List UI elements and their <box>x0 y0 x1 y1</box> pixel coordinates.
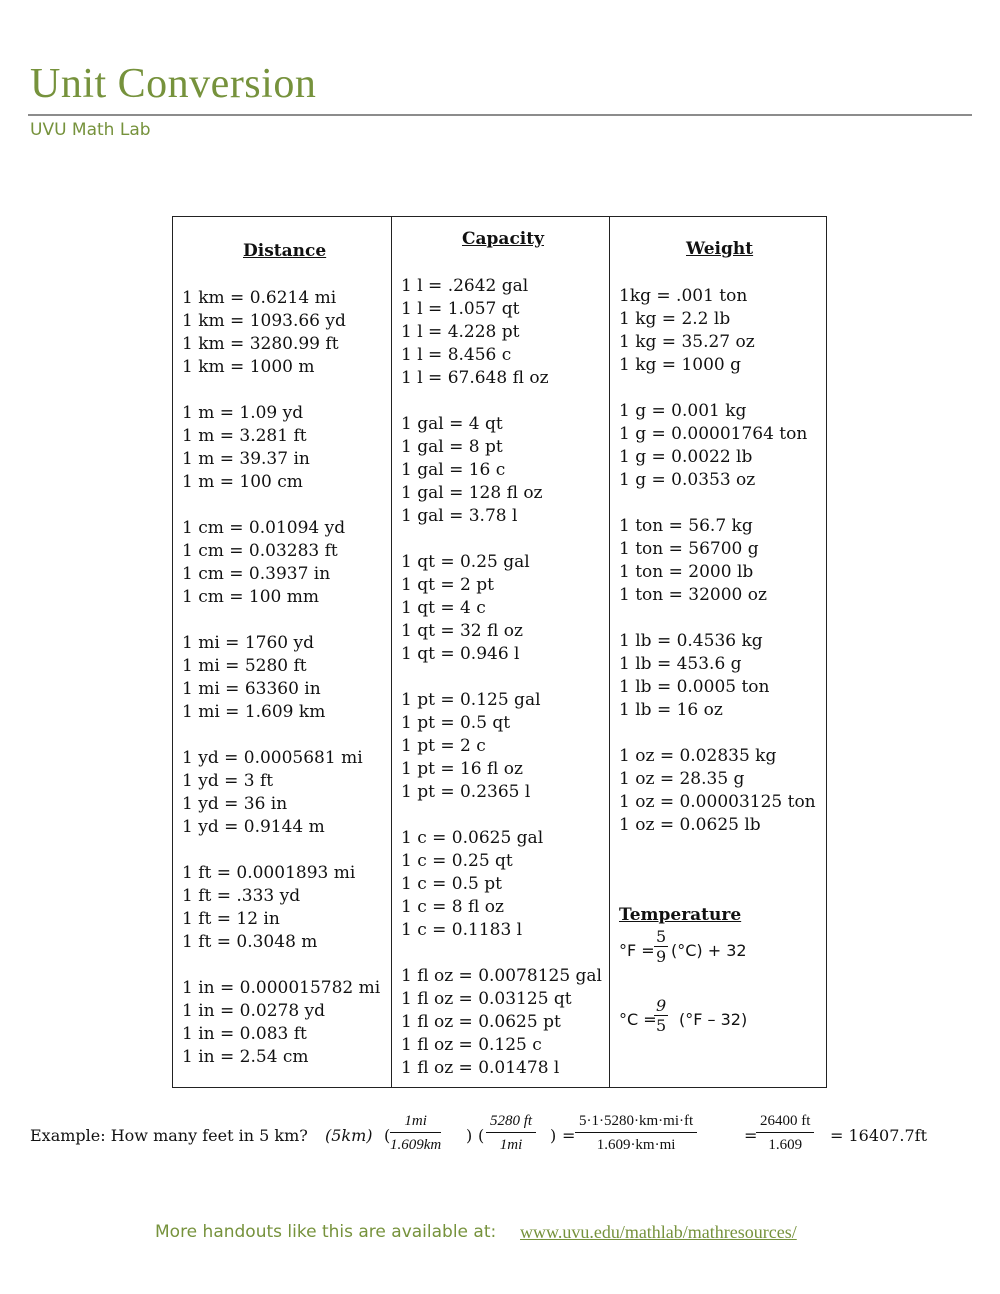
weight-heading: Weight <box>686 239 754 259</box>
list-item: 1 m = 39.37 in <box>182 449 310 469</box>
formula-rhs: (°C) + 32 <box>671 941 747 960</box>
list-item: 1 in = 0.0278 yd <box>182 1001 326 1021</box>
list-item: 1 cm = 0.03283 ft <box>182 541 338 561</box>
fraction-combined: $\frac{5\cdot 1\cdot 5280\cdot km\cdot mi\cdot ft}{1.609\cdot km\cdot mi}$ <box>575 1110 697 1155</box>
list-item: 1 cm = 100 mm <box>182 587 320 607</box>
list-item: 1 fl oz = 0.0078125 gal <box>401 966 602 986</box>
equals-sign: = <box>562 1126 576 1145</box>
list-item: 1 mi = 5280 ft <box>182 656 307 676</box>
list-item: 1 fl oz = 0.0625 pt <box>401 1012 561 1032</box>
list-item: 1 fl oz = 0.03125 qt <box>401 989 572 1009</box>
list-item: 1 yd = 36 in <box>182 794 288 814</box>
list-item: 1 lb = 0.4536 kg <box>619 631 763 651</box>
list-item: 1 ft = 0.0001893 mi <box>182 863 356 883</box>
capacity-list <box>401 275 602 1080</box>
list-item: 1 pt = 0.2365 l <box>401 782 531 802</box>
list-item: 1 km = 1093.66 yd <box>182 311 346 331</box>
conversion-table <box>172 216 827 1088</box>
list-item: 1 oz = 0.02835 kg <box>619 746 777 766</box>
open-paren: ( <box>478 1126 485 1145</box>
weight-list <box>619 285 816 837</box>
weight-column <box>609 217 826 1087</box>
list-item: 1 c = 0.0625 gal <box>401 828 544 848</box>
list-item: 1 fl oz = 0.01478 l <box>401 1058 560 1078</box>
capacity-heading: Capacity <box>462 229 544 249</box>
distance-list <box>182 287 380 1069</box>
formula-lhs: °F = <box>619 941 655 960</box>
list-item: 1 ft = 12 in <box>182 909 280 929</box>
list-item: 1 pt = 2 c <box>401 736 486 756</box>
fahrenheit-fraction: $\frac{5}{9}$ <box>656 927 667 966</box>
list-item: 1 gal = 128 fl oz <box>401 483 543 503</box>
equals-sign: = <box>744 1126 758 1145</box>
list-item: 1 c = 0.5 pt <box>401 874 502 894</box>
list-item: 1 l = 1.057 qt <box>401 299 520 319</box>
list-item: 1 oz = 0.00003125 ton <box>619 792 816 812</box>
temperature-heading: Temperature <box>619 905 742 925</box>
list-item: 1 in = 0.083 ft <box>182 1024 307 1044</box>
list-item: 1 pt = 0.5 qt <box>401 713 511 733</box>
list-item: 1 l = .2642 gal <box>401 276 529 296</box>
list-item: 1 qt = 0.25 gal <box>401 552 530 572</box>
example-start: (5km) <box>325 1126 373 1145</box>
example-prefix: Example: How many feet in 5 km? <box>30 1126 308 1145</box>
list-item: 1 in = 0.000015782 mi <box>182 978 381 998</box>
list-item: 1 fl oz = 0.125 c <box>401 1035 542 1055</box>
distance-column <box>173 217 391 1087</box>
distance-heading: Distance <box>243 241 327 261</box>
list-item: 1 g = 0.00001764 ton <box>619 424 808 444</box>
list-item: 1 pt = 0.125 gal <box>401 690 541 710</box>
list-item: 1 kg = 35.27 oz <box>619 332 755 352</box>
close-paren: ) <box>550 1126 557 1145</box>
list-item: 1 qt = 32 fl oz <box>401 621 523 641</box>
list-item: 1 m = 1.09 yd <box>182 403 304 423</box>
list-item: 1 cm = 0.01094 yd <box>182 518 346 538</box>
list-item: 1 ton = 56700 g <box>619 539 759 559</box>
mathresources-link[interactable]: www.uvu.edu/mathlab/mathresources/ <box>520 1222 797 1242</box>
list-item: 1 gal = 8 pt <box>401 437 503 457</box>
list-item: 1 ton = 56.7 kg <box>619 516 753 536</box>
open-paren: ( <box>384 1126 391 1145</box>
formula-lhs: °C = <box>619 1010 657 1029</box>
fraction-feet-per-mile: $\frac{5280 ft}{1mi}$ <box>486 1110 536 1155</box>
footer-text: More handouts like this are available at: <box>155 1222 497 1242</box>
list-item: 1 mi = 1760 yd <box>182 633 314 653</box>
list-item: 1 l = 4.228 pt <box>401 322 520 342</box>
close-paren: ) <box>466 1126 473 1145</box>
list-item: 1 m = 100 cm <box>182 472 303 492</box>
list-item: 1 g = 0.0353 oz <box>619 470 756 490</box>
list-item: 1 oz = 28.35 g <box>619 769 745 789</box>
list-item: 1 m = 3.281 ft <box>182 426 307 446</box>
list-item: 1 yd = 0.9144 m <box>182 817 325 837</box>
list-item: 1 mi = 63360 in <box>182 679 321 699</box>
list-item: 1 yd = 3 ft <box>182 771 274 791</box>
formula-rhs: (°F – 32) <box>679 1010 748 1029</box>
list-item: 1 l = 67.648 fl oz <box>401 368 549 388</box>
list-item: 1 kg = 1000 g <box>619 355 742 375</box>
title-divider <box>28 114 972 116</box>
list-item: 1 c = 0.1183 l <box>401 920 523 940</box>
list-item: 1 ton = 32000 oz <box>619 585 767 605</box>
celsius-formula <box>619 1010 657 1029</box>
list-item: 1 c = 8 fl oz <box>401 897 504 917</box>
list-item: 1 oz = 0.0625 lb <box>619 815 761 835</box>
list-item: 1 mi = 1.609 km <box>182 702 326 722</box>
list-item: 1 km = 0.6214 mi <box>182 288 337 308</box>
list-item: 1 km = 1000 m <box>182 357 315 377</box>
list-item: 1 gal = 4 qt <box>401 414 503 434</box>
list-item: 1 c = 0.25 qt <box>401 851 513 871</box>
list-item: 1 ft = 0.3048 m <box>182 932 318 952</box>
list-item: 1 pt = 16 fl oz <box>401 759 523 779</box>
example-calculation <box>30 1110 990 1170</box>
list-item: 1 in = 2.54 cm <box>182 1047 309 1067</box>
page-subtitle: UVU Math Lab <box>30 120 151 140</box>
list-item: 1 qt = 0.946 l <box>401 644 520 664</box>
page-title: Unit Conversion <box>30 61 317 107</box>
list-item: 1 km = 3280.99 ft <box>182 334 339 354</box>
list-item: 1 kg = 2.2 lb <box>619 309 731 329</box>
example-result: = 16407.7ft <box>830 1126 928 1145</box>
list-item: 1 lb = 0.0005 ton <box>619 677 770 697</box>
list-item: 1 cm = 0.3937 in <box>182 564 331 584</box>
list-item: 1 g = 0.001 kg <box>619 401 747 421</box>
capacity-column <box>391 217 609 1087</box>
list-item: 1 g = 0.0022 lb <box>619 447 753 467</box>
fahrenheit-formula <box>619 941 655 960</box>
list-item: 1 lb = 16 oz <box>619 700 723 720</box>
list-item: 1 ton = 2000 lb <box>619 562 754 582</box>
list-item: 1 ft = .333 yd <box>182 886 301 906</box>
list-item: 1 qt = 2 pt <box>401 575 494 595</box>
list-item: 1kg = .001 ton <box>619 286 748 306</box>
fraction-miles-per-km: $\frac{1mi}{1.609km}$ <box>390 1110 441 1155</box>
list-item: 1 yd = 0.0005681 mi <box>182 748 363 768</box>
list-item: 1 gal = 3.78 l <box>401 506 518 526</box>
list-item: 1 lb = 453.6 g <box>619 654 742 674</box>
list-item: 1 gal = 16 c <box>401 460 506 480</box>
list-item: 1 qt = 4 c <box>401 598 486 618</box>
list-item: 1 l = 8.456 c <box>401 345 512 365</box>
fraction-simplified: $\frac{26400 ft}{1.609}$ <box>756 1110 814 1155</box>
celsius-fraction: $\frac{9}{5}$ <box>656 996 667 1035</box>
